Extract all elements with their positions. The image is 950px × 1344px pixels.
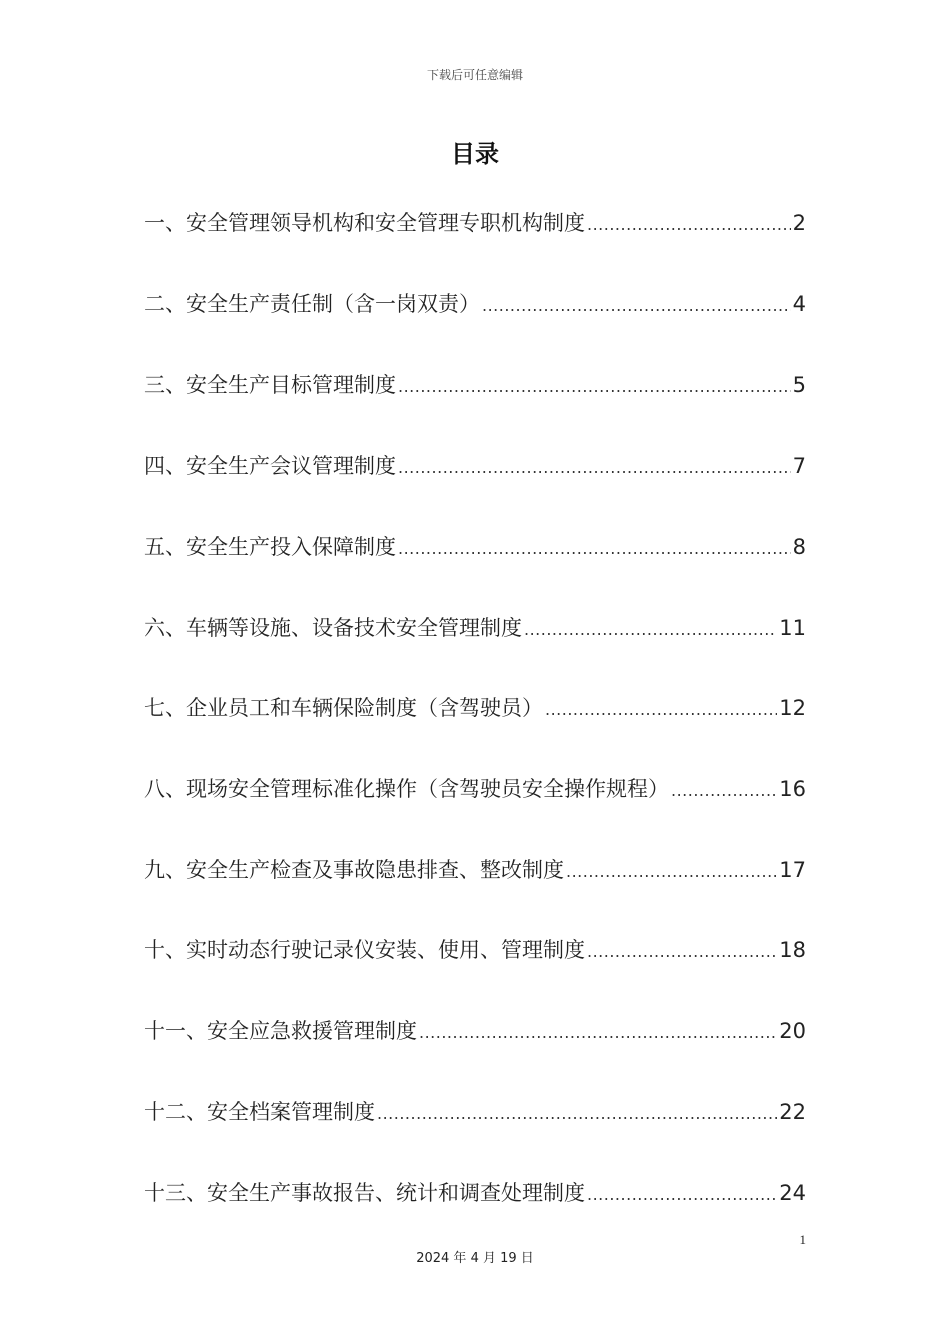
toc-entry-text: 三、安全生产目标管理制度	[144, 373, 396, 397]
toc-entry-text: 十三、安全生产事故报告、统计和调查处理制度	[144, 1181, 585, 1205]
toc-dot-leader	[398, 451, 791, 485]
toc-entry[interactable]	[144, 691, 806, 725]
toc-title: 目录	[451, 140, 499, 168]
toc-entry[interactable]	[144, 287, 806, 321]
toc-entry[interactable]	[144, 1014, 806, 1048]
toc-entry-text: 十一、安全应急救援管理制度	[144, 1019, 417, 1043]
toc-entry-text: 十二、安全档案管理制度	[144, 1100, 375, 1124]
toc-entry-text: 九、安全生产检查及事故隐患排查、整改制度	[144, 858, 564, 882]
toc-entry-page: 22	[779, 1100, 806, 1124]
toc-dot-leader	[587, 208, 791, 242]
toc-dot-leader	[545, 693, 777, 727]
toc-entry-page: 5	[792, 373, 806, 397]
toc-entry-text: 二、安全生产责任制（含一岗双责）	[144, 292, 480, 316]
toc-entry-text: 十、实时动态行驶记录仪安装、使用、管理制度	[144, 938, 585, 962]
toc-dot-leader	[482, 289, 791, 323]
toc-dot-leader	[587, 935, 777, 969]
toc-entry-text: 五、安全生产投入保障制度	[144, 535, 396, 559]
toc-entry[interactable]	[144, 933, 806, 967]
toc-entry-text: 七、企业员工和车辆保险制度（含驾驶员）	[144, 696, 543, 720]
toc-entry-page: 4	[792, 292, 806, 316]
toc-entry-page: 18	[779, 938, 806, 962]
toc-entry[interactable]	[144, 1176, 806, 1210]
toc-dot-leader	[671, 774, 777, 808]
toc-entry[interactable]	[144, 772, 806, 806]
footer-date: 2024 年 4 月 19 日	[416, 1251, 534, 1266]
toc-entry-page: 16	[779, 777, 806, 801]
toc-dot-leader	[566, 855, 777, 889]
toc-dot-leader	[587, 1178, 777, 1212]
toc-entry[interactable]	[144, 368, 806, 402]
toc-entry[interactable]	[144, 530, 806, 564]
toc-dot-leader	[524, 613, 777, 647]
header-note: 下载后可任意编辑	[426, 68, 523, 82]
toc-dot-leader	[398, 532, 791, 566]
toc-entry-page: 11	[779, 616, 806, 640]
toc-dot-leader	[419, 1016, 777, 1050]
toc-entry-text: 四、安全生产会议管理制度	[144, 454, 396, 478]
toc-entry-text: 六、车辆等设施、设备技术安全管理制度	[144, 616, 522, 640]
toc-entry-page: 24	[779, 1181, 806, 1205]
toc-entry-page: 20	[779, 1019, 806, 1043]
toc-entry-text: 一、安全管理领导机构和安全管理专职机构制度	[144, 211, 585, 235]
page-number: 1	[799, 1232, 806, 1247]
toc-entry-page: 2	[792, 211, 806, 235]
toc-entry[interactable]	[144, 853, 806, 887]
toc-entry-page: 12	[779, 696, 806, 720]
toc-entry-page: 17	[779, 858, 806, 882]
toc-entry[interactable]	[144, 611, 806, 645]
toc-entry[interactable]	[144, 449, 806, 483]
toc-dot-leader	[398, 370, 791, 404]
toc-dot-leader	[377, 1097, 777, 1131]
toc-entry[interactable]	[144, 206, 806, 240]
toc-entry[interactable]	[144, 1095, 806, 1129]
toc-entry-page: 7	[792, 454, 806, 478]
toc-entry-text: 八、现场安全管理标准化操作（含驾驶员安全操作规程）	[144, 777, 669, 801]
toc-entry-page: 8	[792, 535, 806, 559]
